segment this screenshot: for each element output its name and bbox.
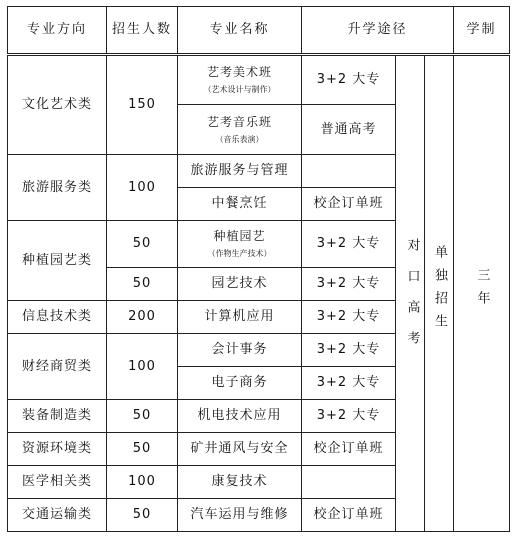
count-cell: 50 xyxy=(107,221,178,268)
major-subtitle: （作物生产技术） xyxy=(207,249,272,258)
direction-cell: 资源环境类 xyxy=(8,433,107,466)
pathway-cell: 3+2 大专 xyxy=(302,334,396,367)
direction-cell: 医学相关类 xyxy=(8,466,107,499)
years-text: 三年 xyxy=(474,268,490,314)
pathway-cell: 普通高考 xyxy=(302,105,396,155)
pathway-cell xyxy=(302,466,396,499)
count-cell: 100 xyxy=(107,155,178,221)
header-direction: 专业方向 xyxy=(8,7,107,55)
direction-cell: 信息技术类 xyxy=(8,301,107,334)
count-cell: 150 xyxy=(107,55,178,155)
pathway-cell: 3+2 大专 xyxy=(302,55,396,105)
count-cell: 200 xyxy=(107,301,178,334)
major-name: 艺考音乐班 xyxy=(206,114,272,129)
major-cell: 机电技术应用 xyxy=(178,400,302,433)
pathway-cell xyxy=(302,155,396,188)
count-cell: 50 xyxy=(107,268,178,301)
pathway-cell: 校企订单班 xyxy=(302,499,396,532)
header-enrollment: 招生人数 xyxy=(107,7,178,55)
header-duration: 学制 xyxy=(454,7,510,55)
count-cell: 50 xyxy=(107,433,178,466)
major-name: 艺考美术班 xyxy=(206,65,272,79)
major-name: 种植园艺 xyxy=(213,229,266,243)
count-cell: 100 xyxy=(107,334,178,400)
major-subtitle: （音乐表演） xyxy=(215,134,264,144)
college-exam-text: 对口高考 xyxy=(404,238,420,362)
table-row xyxy=(8,55,510,105)
major-cell: 会计事务 xyxy=(178,334,302,367)
major-cell: 电子商务 xyxy=(178,367,302,400)
direction-cell: 财经商贸类 xyxy=(8,334,107,400)
pathway-cell: 校企订单班 xyxy=(302,188,396,221)
direction-cell: 交通运输类 xyxy=(8,499,107,532)
header-row xyxy=(8,7,510,55)
major-cell xyxy=(178,221,302,268)
years-cell xyxy=(454,55,510,532)
pathway-cell: 3+2 大专 xyxy=(302,367,396,400)
major-cell: 中餐烹饪 xyxy=(178,188,302,221)
direction-cell: 种植园艺类 xyxy=(8,221,107,301)
pathway-cell: 3+2 大专 xyxy=(302,221,396,268)
major-cell xyxy=(178,55,302,105)
pathway-cell: 3+2 大专 xyxy=(302,400,396,433)
major-cell: 旅游服务与管理 xyxy=(178,155,302,188)
count-cell: 50 xyxy=(107,499,178,532)
header-major: 专业名称 xyxy=(178,7,302,55)
independent-text: 单独招生 xyxy=(432,245,448,337)
pathway-cell: 3+2 大专 xyxy=(302,301,396,334)
count-cell: 100 xyxy=(107,466,178,499)
direction-cell: 文化艺术类 xyxy=(8,55,107,155)
major-subtitle: （艺术设计与制作） xyxy=(203,85,276,94)
major-cell: 园艺技术 xyxy=(178,268,302,301)
major-cell: 计算机应用 xyxy=(178,301,302,334)
pathway-cell: 校企订单班 xyxy=(302,433,396,466)
independent-cell xyxy=(425,55,454,532)
major-cell: 矿井通风与安全 xyxy=(178,433,302,466)
major-cell: 康复技术 xyxy=(178,466,302,499)
header-pathway: 升学途径 xyxy=(302,7,454,55)
direction-cell: 装备制造类 xyxy=(8,400,107,433)
count-cell: 50 xyxy=(107,400,178,433)
direction-cell: 旅游服务类 xyxy=(8,155,107,221)
major-cell xyxy=(178,105,302,155)
college-exam-vertical xyxy=(402,238,422,366)
enrollment-table xyxy=(7,6,510,532)
major-cell: 汽车运用与维修 xyxy=(178,499,302,532)
pathway-cell: 3+2 大专 xyxy=(302,268,396,301)
